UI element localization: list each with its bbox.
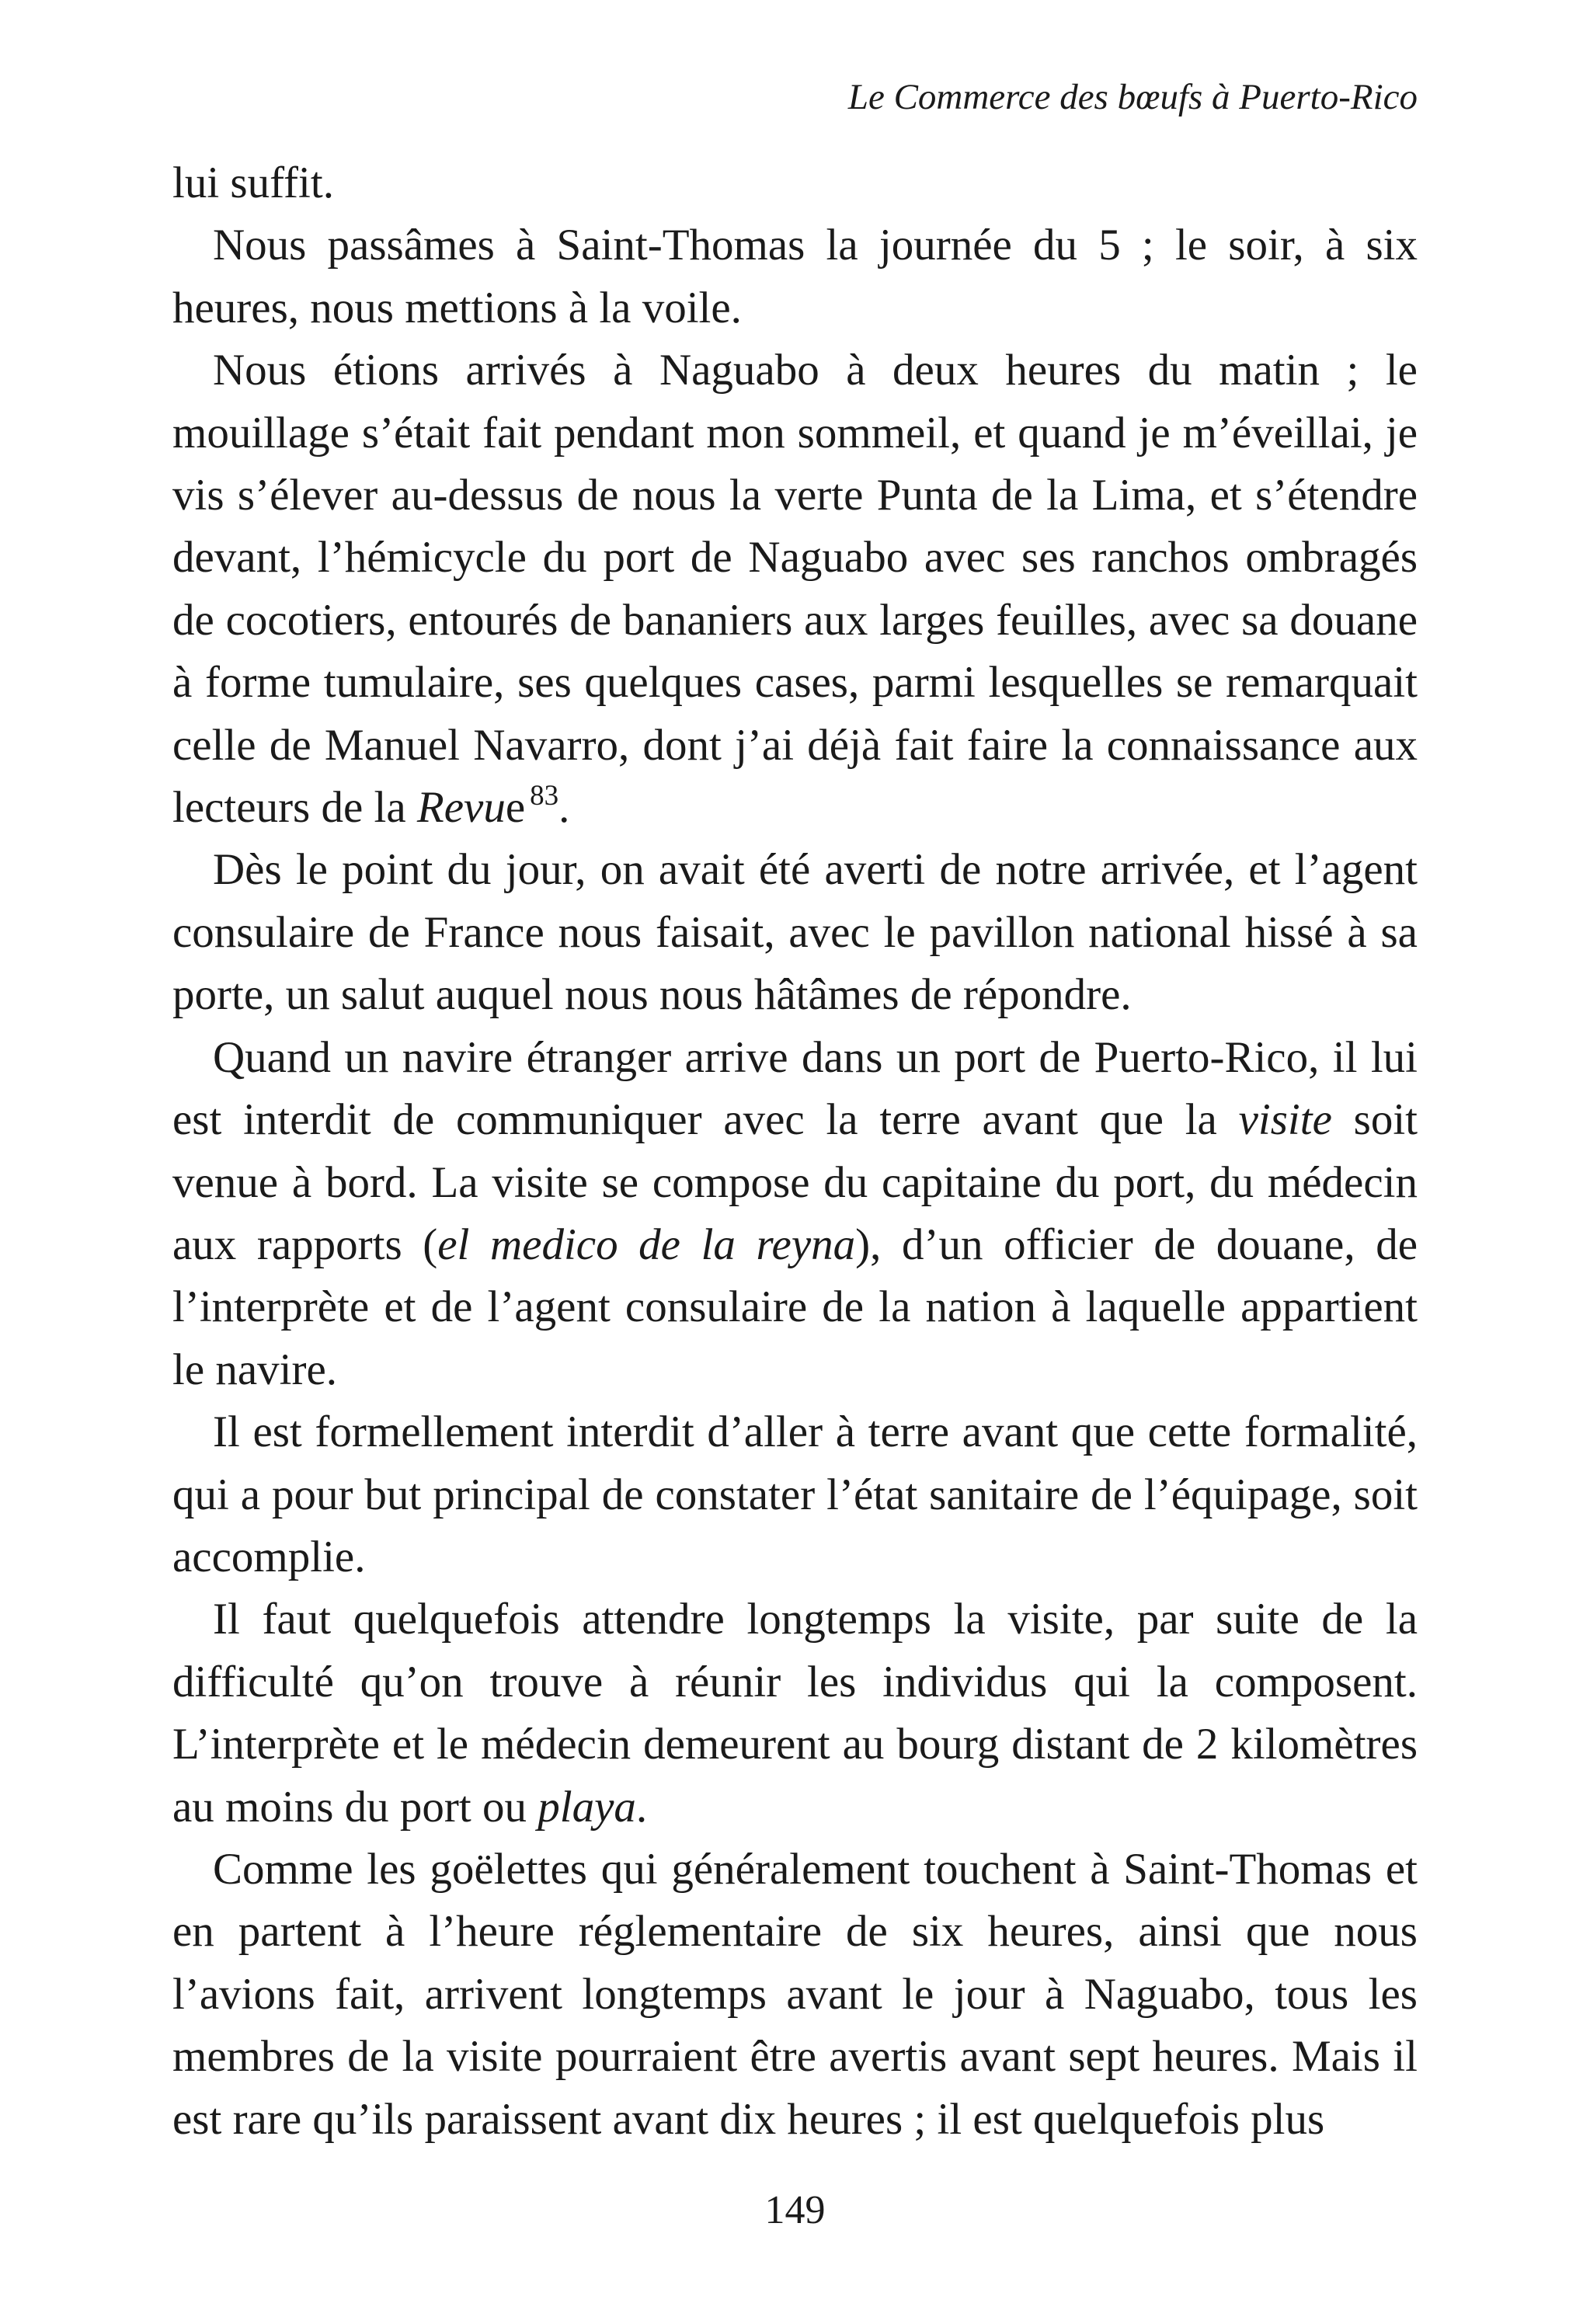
italic-text: el medico de la reyna	[437, 1219, 856, 1269]
italic-text: visite	[1238, 1095, 1332, 1145]
italic-text: Revu	[416, 783, 506, 833]
paragraph	[172, 839, 1418, 1026]
page-number: 149	[764, 2188, 826, 2232]
text-run: ), d’un officier de douane, de l’interprète et de l’agent consulaire de la nation à laquelle appartient le navire.	[172, 1219, 1418, 1394]
text-run: Comme les goëlettes qui généralement touchent à Saint-Thomas et en partent à l’heure réglementaire de six heures, ainsi que nous l’avions fait, arrivent longtemps avant le jour à Naguabo, tous les membres de la visite pourraient être avertis avant sept heures. Mais il est rare qu’ils paraissent avant dix heures ; il est quelquefois plus	[172, 1844, 1418, 2144]
body-text	[172, 152, 1418, 2151]
text-run: Dès le point du jour, on avait été averti de notre arrivée, et l’agent consulaire de France nous faisait, avec le pavillon national hissé à sa porte, un salut auquel nous nous hâtâmes de répondre.	[172, 845, 1418, 1020]
running-head: Le Commerce des bœufs à Puerto-Rico	[847, 77, 1418, 117]
paragraph	[172, 1839, 1418, 2151]
text-run: Il est formellement interdit d’aller à terre avant que cette formalité, qui a pour but principal de constater l’état sanitaire de l’équipage, soit accomplie.	[172, 1407, 1418, 1581]
text-run: Nous étions arrivés à Naguabo à deux heures du matin ; le mouillage s’était fait pendant mon sommeil, et quand je m’éveillai, je vis s’élever au-dessus de nous la verte Punta de la Lima, et s’étendre devant, l’hémicycle du port de Naguabo avec ses ranchos ombragés de cocotiers, entourés de bananiers aux larges feuilles, avec sa douane à forme tumulaire, ses quelques cases, parmi lesquelles se remarquait celle de Manuel Navarro, dont j’ai déjà fait faire la connaissance aux lecteurs de la	[172, 346, 1418, 833]
text-run: .	[635, 1782, 648, 1832]
text-run: Quand un navire étranger arrive dans un port de Puerto-Rico, il lui est interdit de communiquer avec la terre avant que la	[172, 1032, 1418, 1145]
text-run: e	[505, 783, 526, 833]
text-run: Nous passâmes à Saint-Thomas la journée du 5 ; le soir, à six heures, nous mettions à la voile.	[172, 221, 1418, 332]
text-run: lui suffit.	[172, 158, 334, 207]
italic-text: playa	[538, 1782, 636, 1832]
paragraph	[172, 1401, 1418, 1588]
text-run: Il faut quelquefois attendre longtemps la visite, par suite de la difficulté qu’on trouve à réunir les individus qui la composent. L’interprète et le médecin demeurent au bourg distant de 2 kilomètres au moins du port ou	[172, 1595, 1418, 1832]
paragraph	[172, 214, 1418, 339]
text-run: .	[558, 783, 570, 833]
paragraph-continuation	[172, 152, 1418, 214]
text-run: soit venue à bord. La visite se compose du capitaine du port, du médecin aux rapports (	[172, 1095, 1418, 1269]
footnote-reference: 83	[530, 780, 559, 812]
paragraph	[172, 339, 1418, 839]
paragraph	[172, 1027, 1418, 1401]
paragraph	[172, 1588, 1418, 1839]
